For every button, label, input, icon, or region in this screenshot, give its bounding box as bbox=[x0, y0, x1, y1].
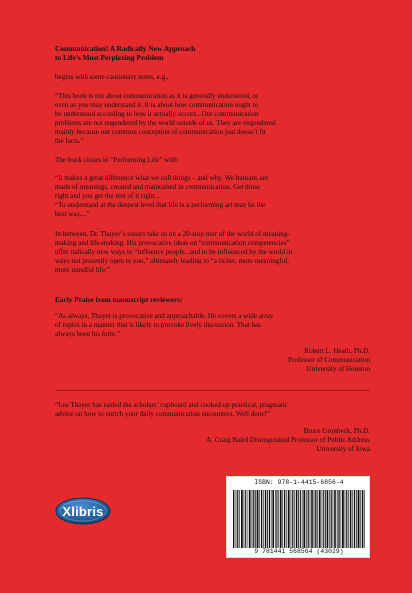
between-line: ways not presently open to you,” ultimately leading to “a richer, more meaningful, bbox=[55, 256, 289, 265]
reviewer-title: Professor of Communication bbox=[288, 356, 370, 365]
review-one-line: of topics in a manner that is likely to provoke lively discussion. That has bbox=[55, 321, 261, 330]
between-paragraph bbox=[55, 230, 370, 275]
reviewer-name: Robert L. Heath, Ph.D. bbox=[304, 347, 370, 356]
quote-one bbox=[55, 92, 370, 146]
review-two bbox=[55, 401, 370, 419]
between-line: offer radically new ways to “influence people...and to be influenced by the world in bbox=[55, 247, 293, 256]
cover-text bbox=[55, 44, 370, 454]
review-two-line: “Lee Thayer has raided the scholars’ cupboard and cooked up practical, pragmatic bbox=[55, 401, 288, 410]
quote-two-line: “To understand at the deepest level that life is a performing art may be the bbox=[55, 201, 266, 210]
quote-two-line: “It makes a great difference what we call things – and why. We humans are bbox=[55, 174, 269, 183]
between-line: more mindful life.” bbox=[55, 265, 110, 274]
intro-paragraph: begins with some cautionary notes, e.g., bbox=[55, 72, 169, 81]
between-line: making and life-making. His provocative ideas on “communication competencies” bbox=[55, 238, 290, 247]
early-praise-header: Early Praise from manuscript reviewers: bbox=[55, 294, 183, 304]
quote-one-line: mainly because our common conception of communication just doesn’t fit bbox=[55, 127, 266, 136]
section-divider bbox=[55, 390, 370, 391]
book-title bbox=[55, 44, 370, 63]
publisher-logo-text: Xlibris bbox=[62, 503, 104, 519]
closing-intro: The book closes in “Performing Life” with: bbox=[55, 156, 179, 165]
quote-one-line: problems are not engendered by the world outside of us. They are engendered bbox=[55, 118, 276, 127]
reviewer-title: A. Craig Baird Distinguished Professor of Public Address bbox=[206, 436, 370, 445]
barcode-icon bbox=[233, 490, 365, 548]
review-one-attribution bbox=[55, 347, 370, 374]
book-title-line-2: to Life’s Most Perplexing Problem bbox=[55, 53, 164, 63]
quote-one-line: be understood according to how it actually occurs...Our communication bbox=[55, 109, 259, 118]
quote-one-line: “This book is not about communication as it is generally understood, or bbox=[55, 91, 259, 100]
review-two-line: advice on how to enrich your daily communication encounters. Well done!” bbox=[55, 410, 271, 419]
reviewer-name: Bruce Gronbeck, Ph.D. bbox=[303, 427, 370, 436]
reviewer-affiliation: University of Iowa bbox=[316, 444, 370, 453]
quote-one-line: the facts.” bbox=[55, 136, 84, 145]
reviewer-affiliation: University of Houston bbox=[306, 365, 370, 374]
review-one-line: “As always, Thayer is provocative and approachable. He covers a wide array bbox=[55, 312, 274, 321]
barcode-number: 9 781441 568564 (43029) bbox=[254, 548, 344, 555]
review-one-line: always been his forte.” bbox=[55, 330, 121, 339]
quote-two-line: made of meanings, created and maintained in communication. Get those bbox=[55, 183, 261, 192]
barcode-box bbox=[226, 476, 370, 558]
isbn-text: ISBN: 978-1-4415-6856-4 bbox=[254, 479, 344, 486]
between-line: In between, Dr. Thayer’s essays take us on a 20-stop tour of the world of meaning- bbox=[55, 229, 290, 238]
quote-two-line: best way....” bbox=[55, 210, 90, 219]
quote-two-line: right and you get the rest of it right... bbox=[55, 192, 160, 201]
quote-two bbox=[55, 174, 370, 219]
book-title-line-1: Communication! A Radically New Approach bbox=[55, 44, 196, 53]
review-two-attribution bbox=[55, 427, 370, 454]
publisher-logo bbox=[55, 497, 111, 525]
review-one bbox=[55, 312, 370, 339]
quote-one-line: even as you may understand it. It is about how communication ought to bbox=[55, 100, 259, 109]
